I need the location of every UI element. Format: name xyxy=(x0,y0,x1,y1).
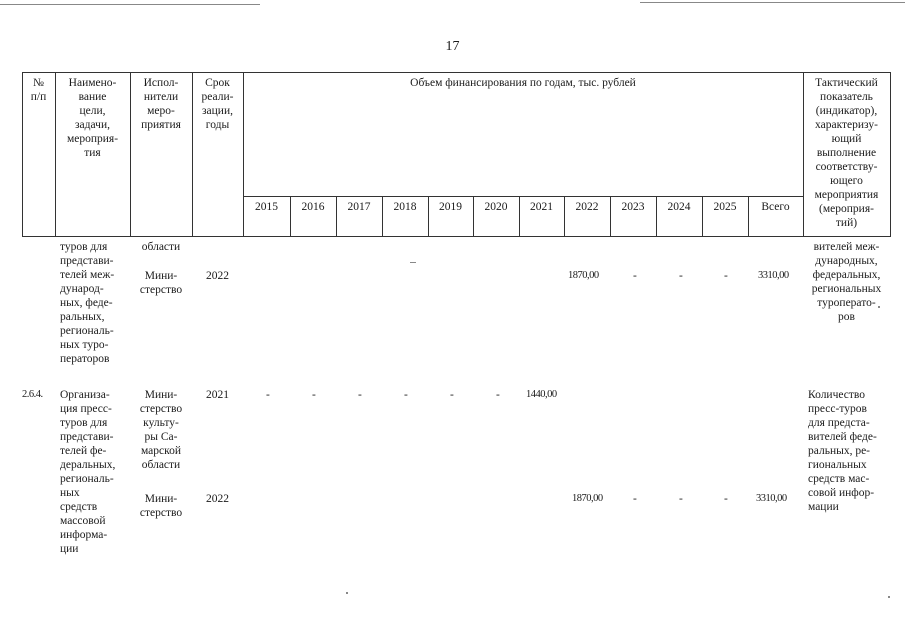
header-bottom-border xyxy=(22,236,890,237)
scan-dot xyxy=(346,592,348,594)
row2-dash-2016: - xyxy=(312,389,316,401)
year-2016: 2016 xyxy=(301,201,325,213)
row2-dash-2024: - xyxy=(679,493,683,505)
scan-line xyxy=(640,2,905,3)
year-2019: 2019 xyxy=(439,201,462,213)
scan-line xyxy=(0,4,260,5)
row2-dash-2015: - xyxy=(266,389,270,401)
row2-dash-2025: - xyxy=(724,493,728,505)
year-2018: 2018 xyxy=(393,201,417,213)
row1-dash-2025: - xyxy=(724,270,728,282)
scan-dot xyxy=(888,596,890,598)
header-num: № п/п xyxy=(30,77,47,103)
row2-indicator: Количество пресс-туров для предста- вителей феде- ральных, ре- гиональных средств мас- совой инфор- мации xyxy=(808,389,877,513)
row1-indicator: вителей меж- дународных, федеральных, региональных туроперато- ров xyxy=(811,241,882,323)
header-term: Срок реали- зации, годы xyxy=(201,77,234,131)
row2-total: 3310,00 xyxy=(756,493,787,504)
year-total: Всего xyxy=(761,201,790,213)
row2-val-2021: 1440,00 xyxy=(526,389,557,400)
row1-executor-a: области xyxy=(141,241,181,253)
year-2020: 2020 xyxy=(484,201,508,213)
row1-executor-b: Мини- стерство xyxy=(139,270,183,296)
row1-term: 2022 xyxy=(206,270,229,282)
year-2023: 2023 xyxy=(621,201,645,213)
row1-dash-2024: - xyxy=(679,270,683,282)
row2-term-a: 2021 xyxy=(206,389,229,401)
row1-val-2022: 1870,00 xyxy=(568,270,599,281)
page-number: 17 xyxy=(445,39,460,54)
row2-val-2022: 1870,00 xyxy=(572,493,603,504)
header-name: Наимено- вание цели, задачи, мероприя- тия xyxy=(66,77,119,159)
row1-name: туров для представи- телей меж- дународ- ных, феде- ральных, региональ- ных туро- ператоров xyxy=(60,241,115,365)
col-line xyxy=(890,72,891,237)
row2-dash-2018: - xyxy=(404,389,408,401)
row2-dash-2020: - xyxy=(496,389,500,401)
year-2025: 2025 xyxy=(713,201,737,213)
year-2017: 2017 xyxy=(347,201,371,213)
row2-executor-b: Мини- стерство xyxy=(139,493,183,519)
years-top-border xyxy=(243,196,803,197)
header-indicator: Тактический показатель (индикатор), характеризу- ющий выполнение соответству- ющего мероприятия (мероприя- тий) xyxy=(814,77,879,229)
row2-dash-2023: - xyxy=(633,493,637,505)
row2-name: Организа- ция пресс- туров для представи- телей фе- деральных, региональ- ных средств массовой информа- ции xyxy=(60,389,116,555)
year-2024: 2024 xyxy=(667,201,691,213)
row1-total: 3310,00 xyxy=(758,270,789,281)
header-executors: Испол- нители меро- приятия xyxy=(141,77,181,131)
row2-executor-a: Мини- стерство культу- ры Са- марской области xyxy=(139,389,183,471)
header-financing: Объем финансирования по годам, тыс. рублей xyxy=(410,77,636,89)
row1-dash-2023: - xyxy=(633,270,637,282)
row2-term-b: 2022 xyxy=(206,493,229,505)
row2-dash-2019: - xyxy=(450,389,454,401)
year-2021: 2021 xyxy=(530,201,553,213)
scan-dot xyxy=(410,262,416,263)
table-top-border xyxy=(22,72,890,73)
row2-dash-2017: - xyxy=(358,389,362,401)
row2-num: 2.6.4. xyxy=(22,389,43,400)
year-2015: 2015 xyxy=(255,201,278,213)
scan-dot xyxy=(878,306,880,308)
year-2022: 2022 xyxy=(575,201,599,213)
